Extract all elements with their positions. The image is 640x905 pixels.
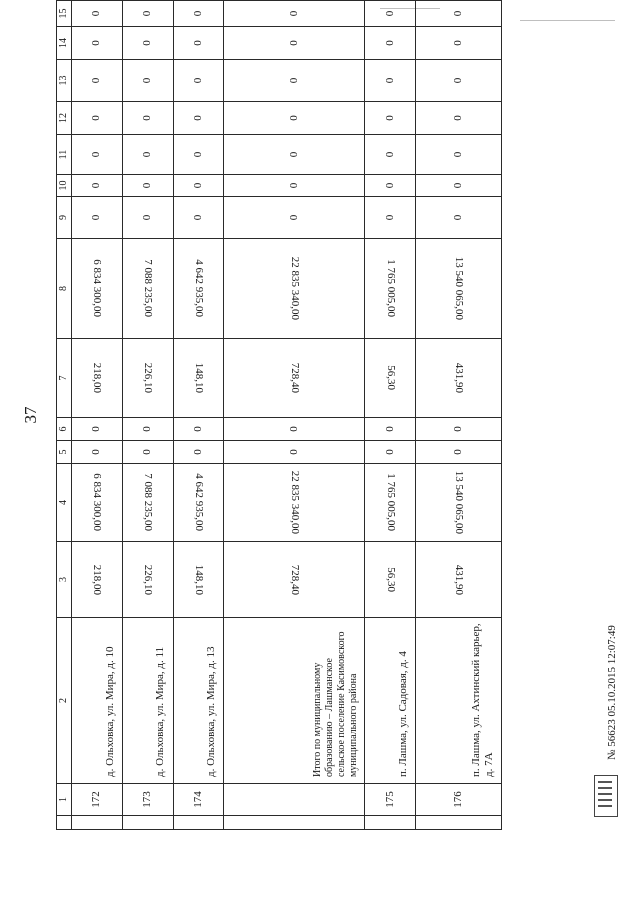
header-cell: 10 <box>57 175 72 197</box>
value-cell: 0 <box>224 27 365 60</box>
value-cell <box>365 542 416 618</box>
value-text: 56,30 <box>384 567 397 592</box>
address-cell: п. Лашма, ул. Садовая, д. 4 <box>365 618 416 784</box>
value-cell: 0 <box>365 27 416 60</box>
registry-table <box>56 0 502 830</box>
value-cell: 0 <box>72 1 123 27</box>
value-cell: 0 <box>365 418 416 441</box>
value-cell <box>224 464 365 542</box>
header-cell: 8 <box>57 239 72 339</box>
value-cell <box>173 542 224 618</box>
header-cell: 2 <box>57 618 72 784</box>
value-cell: 0 <box>122 197 173 239</box>
value-cell: 0 <box>224 441 365 464</box>
value-cell: 0 <box>416 27 502 60</box>
value-cell: 0 <box>365 1 416 27</box>
header-cell: 11 <box>57 135 72 175</box>
value-cell: 0 <box>72 175 123 197</box>
value-cell <box>173 339 224 418</box>
value-cell <box>122 339 173 418</box>
value-cell <box>224 239 365 339</box>
row-gutter <box>416 816 502 830</box>
value-cell <box>122 239 173 339</box>
row-number: 174 <box>173 784 224 816</box>
header-cell: 6 <box>57 418 72 441</box>
value-cell: 0 <box>173 27 224 60</box>
value-cell <box>72 542 123 618</box>
value-cell <box>72 464 123 542</box>
value-cell: 0 <box>122 418 173 441</box>
value-text: 13 540 065,00 <box>453 470 466 535</box>
value-cell: 0 <box>365 441 416 464</box>
value-cell <box>416 339 502 418</box>
header-cell: 4 <box>57 464 72 542</box>
value-text: 1 765 005,00 <box>384 259 397 318</box>
value-cell: 0 <box>416 60 502 102</box>
value-cell: 0 <box>416 1 502 27</box>
row-gutter <box>72 816 123 830</box>
header-cell <box>57 0 72 1</box>
value-cell <box>224 339 365 418</box>
header-cell: 14 <box>57 27 72 60</box>
value-text: 148,10 <box>193 564 206 595</box>
header-cell: 3 <box>57 542 72 618</box>
value-cell <box>173 239 224 339</box>
value-cell <box>224 542 365 618</box>
header-cell: 7 <box>57 339 72 418</box>
stamp-icon <box>594 775 618 817</box>
value-cell <box>416 0 502 1</box>
header-cell: 5 <box>57 441 72 464</box>
address-cell: д. Ольховка, ул. Мира, д. 11 <box>122 618 173 784</box>
value-text: 218,00 <box>91 362 104 394</box>
value-text: 7 088 235,00 <box>142 473 155 532</box>
value-cell <box>72 239 123 339</box>
header-cell: 15 <box>57 1 72 27</box>
value-cell <box>122 542 173 618</box>
value-cell: 0 <box>173 418 224 441</box>
header-cell: 1 <box>57 784 72 816</box>
row-number: 176 <box>416 784 502 816</box>
row-number <box>224 784 365 816</box>
registry-table-frame <box>56 8 502 830</box>
value-cell <box>173 0 224 1</box>
value-text: 148,10 <box>193 362 206 394</box>
value-cell: 0 <box>365 135 416 175</box>
value-cell: 0 <box>122 1 173 27</box>
row-gutter <box>365 816 416 830</box>
row-number: 172 <box>72 784 123 816</box>
value-cell: 0 <box>416 441 502 464</box>
value-cell: 0 <box>122 441 173 464</box>
value-cell <box>416 542 502 618</box>
value-cell <box>365 339 416 418</box>
value-cell: 0 <box>416 102 502 135</box>
value-cell: 0 <box>224 1 365 27</box>
header-cell <box>57 816 72 830</box>
row-number: 173 <box>122 784 173 816</box>
value-text: 431,90 <box>453 362 466 394</box>
value-text: 728,40 <box>289 564 302 595</box>
value-cell: 0 <box>173 60 224 102</box>
value-text: 226,10 <box>142 362 155 394</box>
value-text: 56,30 <box>384 365 397 391</box>
value-text: 6 834 300,00 <box>91 473 104 532</box>
row-gutter <box>224 816 365 830</box>
value-cell <box>72 0 123 1</box>
value-text: 4 642 935,00 <box>193 259 206 318</box>
value-cell <box>365 239 416 339</box>
table-row <box>173 0 224 830</box>
row-gutter <box>173 816 224 830</box>
value-cell: 0 <box>416 135 502 175</box>
value-cell: 0 <box>122 102 173 135</box>
table-header-row <box>57 0 72 830</box>
value-cell: 0 <box>365 60 416 102</box>
value-cell: 0 <box>224 60 365 102</box>
value-cell <box>416 464 502 542</box>
table-row <box>224 0 365 830</box>
address-cell: п. Лашма, ул. Ахтинский карьер, д. 7А <box>416 618 502 784</box>
value-cell: 0 <box>365 102 416 135</box>
address-cell: д. Ольховка, ул. Мира, д. 13 <box>173 618 224 784</box>
value-cell <box>173 464 224 542</box>
value-cell: 0 <box>72 418 123 441</box>
value-cell: 0 <box>122 135 173 175</box>
value-text: 22 835 340,00 <box>289 470 302 535</box>
value-text: 6 834 300,00 <box>91 259 104 318</box>
table-row <box>416 0 502 830</box>
scan-artifact-line <box>520 20 615 21</box>
value-cell: 0 <box>173 1 224 27</box>
value-text: 13 540 065,00 <box>453 256 466 321</box>
value-cell <box>122 0 173 1</box>
value-text: 226,10 <box>142 564 155 595</box>
value-cell: 0 <box>416 418 502 441</box>
value-cell: 0 <box>416 175 502 197</box>
value-cell: 0 <box>72 27 123 60</box>
row-gutter <box>122 816 173 830</box>
row-number: 175 <box>365 784 416 816</box>
value-cell: 0 <box>72 197 123 239</box>
value-text: 431,90 <box>453 564 466 595</box>
value-cell: 0 <box>72 60 123 102</box>
value-text: 1 765 005,00 <box>384 473 397 532</box>
value-cell: 0 <box>416 197 502 239</box>
value-cell: 0 <box>122 60 173 102</box>
value-cell <box>416 239 502 339</box>
value-cell: 0 <box>365 175 416 197</box>
value-cell: 0 <box>173 197 224 239</box>
value-text: 728,40 <box>289 362 302 394</box>
value-cell: 0 <box>173 102 224 135</box>
value-cell: 0 <box>173 135 224 175</box>
value-cell: 0 <box>224 102 365 135</box>
address-cell: д. Ольховка, ул. Мира, д. 10 <box>72 618 123 784</box>
value-cell <box>365 464 416 542</box>
address-cell: Итого по муниципальному образованию – Лашманское сельское поселение Касимовского муниципального района <box>224 618 365 784</box>
value-cell: 0 <box>224 135 365 175</box>
table-row <box>365 0 416 830</box>
value-text: 22 835 340,00 <box>289 256 302 321</box>
value-cell <box>365 0 416 1</box>
value-cell: 0 <box>122 175 173 197</box>
header-cell: 9 <box>57 197 72 239</box>
value-cell: 0 <box>224 175 365 197</box>
value-cell <box>224 0 365 1</box>
value-cell: 0 <box>173 175 224 197</box>
value-cell: 0 <box>72 102 123 135</box>
value-cell: 0 <box>173 441 224 464</box>
value-cell: 0 <box>122 27 173 60</box>
document-stamp-text: № 56623 05.10.2015 12:07:49 <box>606 625 618 760</box>
value-cell: 0 <box>224 197 365 239</box>
value-cell <box>72 339 123 418</box>
header-cell: 13 <box>57 60 72 102</box>
value-text: 7 088 235,00 <box>142 259 155 318</box>
value-cell: 0 <box>72 441 123 464</box>
value-cell <box>122 464 173 542</box>
value-cell: 0 <box>365 197 416 239</box>
table-row <box>72 0 123 830</box>
value-cell: 0 <box>72 135 123 175</box>
value-text: 218,00 <box>91 564 104 595</box>
table-row <box>122 0 173 830</box>
page-number: 37 <box>21 406 40 424</box>
value-cell: 0 <box>224 418 365 441</box>
value-text: 4 642 935,00 <box>193 473 206 532</box>
header-cell: 12 <box>57 102 72 135</box>
